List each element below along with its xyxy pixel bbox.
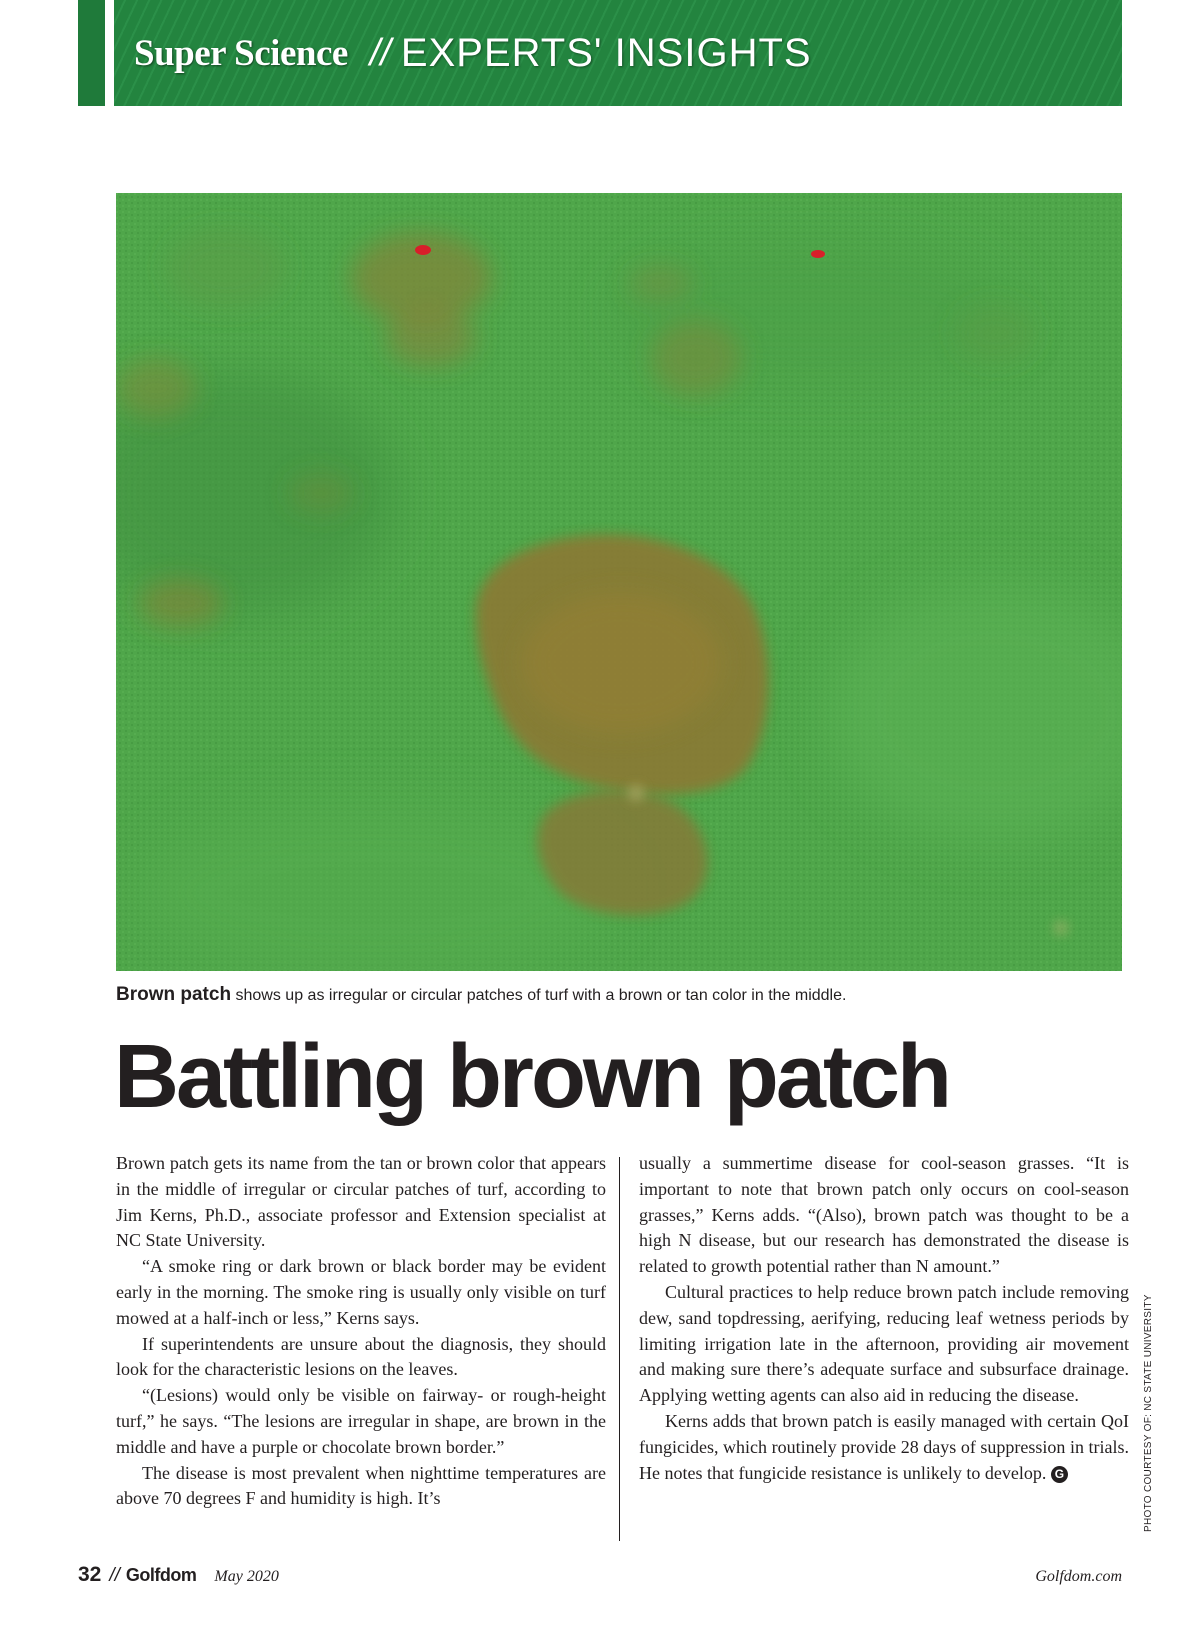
section-title: Super Science [134, 32, 348, 74]
paragraph: The disease is most prevalent when nighttime temperatures are above 70 degrees F and humidity is high. It’s [116, 1462, 606, 1509]
paragraph: “(Lesions) would only be visible on fairway- or rough-height turf,” he says. “The lesions are irregular in shape, are brown in the middle and have a purple or chocolate brown border.” [116, 1385, 606, 1457]
article-headline: Battling brown patch [114, 1027, 949, 1127]
caption-lead: Brown patch [116, 984, 232, 1005]
page-footer [78, 1563, 1122, 1593]
section-header [114, 0, 1122, 106]
website-link[interactable]: Golfdom.com [1035, 1568, 1122, 1585]
subsection-title: EXPERTS' INSIGHTS [400, 30, 812, 75]
turf-photo [116, 193, 1122, 971]
footer-separator: // [109, 1565, 120, 1586]
paragraph: “A smoke ring or dark brown or black border may be evident early in the morning. The smoke ring is usually only visible on turf mowed at a half-inch or less,” Kerns says. [116, 1256, 606, 1328]
header-separator: // [369, 31, 391, 74]
turf-photo-image [116, 193, 1122, 971]
header-accent-bar [78, 0, 105, 106]
end-mark-icon: G [1051, 1466, 1068, 1483]
paragraph: Cultural practices to help reduce brown patch include removing dew, sand topdressing, aerifying, reducing leaf wetness periods by limiting irrigation late in the afternoon, providing air movement and making sure there’s adequate surface and subsurface drainage. Applying wetting agents can also aid in reducing the disease. [639, 1281, 1129, 1406]
issue-date: May 2020 [214, 1568, 279, 1585]
paragraph: If superintendents are unsure about the diagnosis, they should look for the characteristic lesions on the leaves. [116, 1333, 606, 1380]
paragraph [639, 1409, 1129, 1486]
page-number: 32 [78, 1563, 102, 1586]
photo-credit: PHOTO COURTESY OF: NC STATE UNIVERSITY [1143, 1294, 1154, 1532]
caption-text: shows up as irregular or circular patches of turf with a brown or tan color in the middle. [231, 987, 847, 1004]
article-column-left [116, 1151, 606, 1512]
paragraph: usually a summertime disease for cool-season grasses. “It is important to note that brown patch only occurs on cool-season grasses,” Kerns adds. “(Also), brown patch was thought to be a high N disease, but our research has demonstrated the disease is related to growth potential rather than N amount.” [639, 1153, 1129, 1277]
article-column-right [639, 1151, 1129, 1486]
column-divider [619, 1157, 620, 1541]
paragraph: Brown patch gets its name from the tan or brown color that appears in the middle of irregular or circular patches of turf, according to Jim Kerns, Ph.D., associate professor and Extension specialist at NC State University. [116, 1153, 606, 1251]
photo-caption [116, 984, 1122, 1006]
magazine-brand: Golfdom [125, 1565, 197, 1585]
paragraph-text: Kerns adds that brown patch is easily managed with certain QoI fungicides, which routinely provide 28 days of suppression in trials. He notes that fungicide resistance is unlikely to develop. [639, 1410, 1129, 1483]
